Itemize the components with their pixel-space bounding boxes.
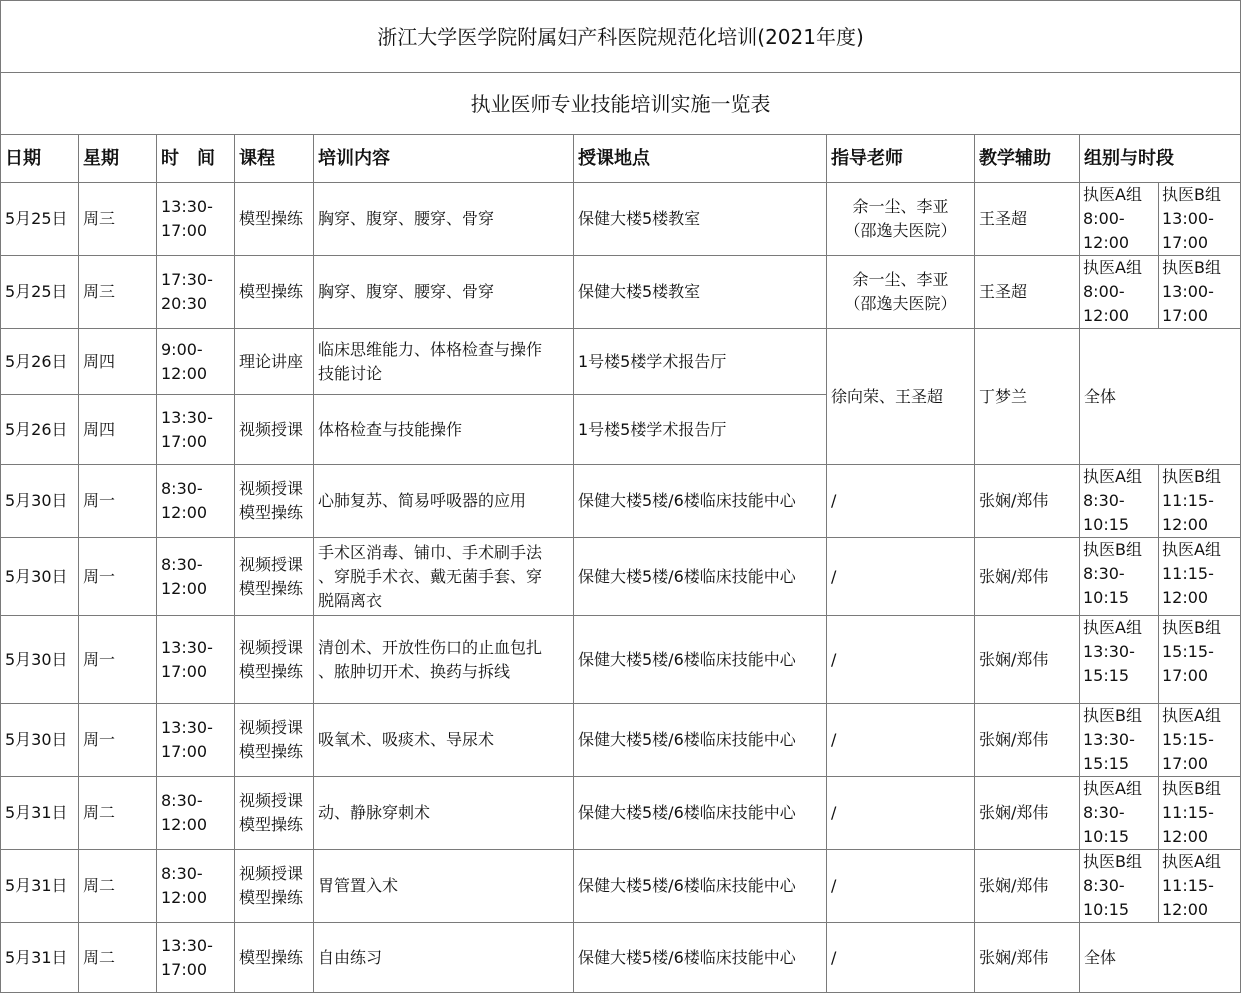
- cell-course: [235, 183, 314, 256]
- line: 13:30-: [1083, 642, 1135, 661]
- cell-teacher: [827, 704, 975, 777]
- line: /: [831, 730, 837, 749]
- cell-course: [235, 616, 314, 704]
- cell-course: [235, 777, 314, 850]
- line: 13:30-: [161, 718, 213, 737]
- cell-date: 5月26日: [1, 329, 79, 395]
- cell-course: [235, 395, 314, 465]
- cell-group: [1080, 704, 1159, 777]
- line: 10:15: [1083, 900, 1130, 919]
- cell-time: [157, 616, 235, 704]
- line: 13:00-: [1162, 209, 1214, 228]
- header-time: 时 间: [157, 135, 235, 183]
- cell-time: [157, 465, 235, 538]
- header-content: 培训内容: [314, 135, 574, 183]
- cell-teacher: [827, 183, 975, 256]
- line: 15:15: [1083, 754, 1130, 773]
- table-row: [1, 183, 1241, 256]
- cell-date: 5月26日: [1, 395, 79, 465]
- cell-date: 5月30日: [1, 465, 79, 538]
- line: 13:00-: [1162, 282, 1214, 301]
- cell-teacher: [827, 256, 975, 329]
- line: 11:15-: [1162, 491, 1214, 510]
- cell-date: 5月31日: [1, 777, 79, 850]
- cell-course: [235, 465, 314, 538]
- cell-content: [314, 923, 574, 993]
- line: 8:30-: [161, 554, 203, 574]
- header-date: 日期: [1, 135, 79, 183]
- cell-location: 1号楼5楼学术报告厅: [574, 329, 827, 395]
- cell-date: 5月25日: [1, 183, 79, 256]
- line: 8:30-: [161, 791, 203, 810]
- cell-teacher: [827, 923, 975, 993]
- cell-group: [1080, 538, 1159, 616]
- line: 11:15-: [1162, 564, 1214, 583]
- line: 执医B组: [1083, 706, 1142, 725]
- table-row: [1, 850, 1241, 923]
- cell-assistant: 张娴/郑伟: [975, 923, 1080, 993]
- line: 11:15-: [1162, 803, 1214, 822]
- cell-assistant: 张娴/郑伟: [975, 465, 1080, 538]
- cell-time: [157, 777, 235, 850]
- cell-assistant: 王圣超: [975, 256, 1080, 329]
- line: 8:30-: [1083, 876, 1125, 895]
- line: 模型操练: [239, 947, 304, 967]
- line: 模型操练: [239, 661, 304, 681]
- line: 视频授课: [239, 791, 304, 810]
- line: 自由练习: [318, 947, 383, 967]
- line: 胃管置入术: [318, 876, 399, 895]
- line: 10:15: [1083, 588, 1130, 607]
- cell-content: [314, 465, 574, 538]
- line: 余一尘、李亚: [852, 270, 949, 289]
- cell-teacher: [827, 538, 975, 616]
- line: /: [831, 803, 837, 822]
- cell-teacher: [827, 465, 975, 538]
- line: /: [831, 649, 837, 669]
- line: 执医A组: [1083, 618, 1142, 637]
- cell-group: [1159, 777, 1241, 850]
- cell-weekday: 周二: [79, 923, 157, 993]
- line: 执医A组: [1083, 185, 1142, 204]
- cell-time: [157, 395, 235, 465]
- cell-location: 保健大楼5楼/6楼临床技能中心: [574, 616, 827, 704]
- line: 徐向荣、王圣超: [831, 386, 944, 406]
- cell-weekday: 周二: [79, 777, 157, 850]
- table-row: [1, 329, 1241, 395]
- line: 12:00: [161, 578, 208, 598]
- line: 13:30-: [161, 197, 213, 216]
- cell-weekday: 周四: [79, 329, 157, 395]
- cell-location: 保健大楼5楼/6楼临床技能中心: [574, 923, 827, 993]
- table-row: [1, 538, 1241, 616]
- cell-group: [1080, 616, 1159, 704]
- cell-location: 保健大楼5楼/6楼临床技能中心: [574, 777, 827, 850]
- line: 吸氧术、吸痰术、导尿术: [318, 730, 495, 749]
- line: 执医B组: [1162, 618, 1221, 637]
- line: 视频授课: [239, 554, 304, 574]
- line: 13:30-: [161, 935, 213, 955]
- cell-location: 保健大楼5楼教室: [574, 183, 827, 256]
- line: 13:30-: [1083, 730, 1135, 749]
- line: 视频授课: [239, 479, 304, 498]
- cell-date: 5月30日: [1, 616, 79, 704]
- cell-content: [314, 538, 574, 616]
- line: 13:30-: [161, 637, 213, 657]
- line: 胸穿、腹穿、腰穿、骨穿: [318, 209, 495, 228]
- cell-location: 1号楼5楼学术报告厅: [574, 395, 827, 465]
- cell-assistant: 张娴/郑伟: [975, 850, 1080, 923]
- line: 、脓肿切开术、换药与拆线: [318, 661, 511, 681]
- line: 11:15-: [1162, 876, 1214, 895]
- line: /: [831, 566, 837, 586]
- line: 8:30-: [1083, 491, 1125, 510]
- line: 执医A组: [1083, 467, 1142, 486]
- cell-group: [1159, 256, 1241, 329]
- line: 12:00: [161, 888, 208, 907]
- line: 模型操练: [239, 209, 304, 228]
- cell-weekday: 周三: [79, 183, 157, 256]
- line: 模型操练: [239, 282, 304, 301]
- line: 视频授课: [239, 718, 304, 737]
- line: 理论讲座: [239, 351, 304, 371]
- line: 12:00: [1162, 900, 1209, 919]
- cell-group: [1159, 616, 1241, 704]
- header-assistant: 教学辅助: [975, 135, 1080, 183]
- cell-group: [1080, 465, 1159, 538]
- line: 17:00: [161, 959, 208, 979]
- line: 体格检查与技能操作: [318, 419, 463, 439]
- cell-group: [1159, 850, 1241, 923]
- header-teacher: 指导老师: [827, 135, 975, 183]
- line: 10:15: [1083, 827, 1130, 846]
- table-row: [1, 777, 1241, 850]
- line: 17:30-: [161, 270, 213, 289]
- line: 视频授课: [239, 864, 304, 883]
- cell-group-all: 全体: [1080, 923, 1241, 993]
- cell-group: [1080, 777, 1159, 850]
- line: 心肺复苏、简易呼吸器的应用: [318, 491, 527, 510]
- line: 15:15-: [1162, 730, 1214, 749]
- cell-course: [235, 256, 314, 329]
- cell-time: [157, 538, 235, 616]
- line: 视频授课: [239, 419, 304, 439]
- cell-date: 5月31日: [1, 850, 79, 923]
- line: 执医A组: [1083, 779, 1142, 798]
- line: 12:00: [1083, 233, 1130, 252]
- line: 12:00: [161, 363, 208, 383]
- cell-content: [314, 616, 574, 704]
- cell-course: [235, 538, 314, 616]
- cell-time: [157, 183, 235, 256]
- line: 执医A组: [1162, 540, 1221, 559]
- line: 模型操练: [239, 578, 304, 598]
- cell-weekday: 周二: [79, 850, 157, 923]
- cell-location: 保健大楼5楼/6楼临床技能中心: [574, 850, 827, 923]
- line: 手术区消毒、铺巾、手术刷手法: [318, 542, 543, 562]
- line: 执医A组: [1162, 706, 1221, 725]
- line: 模型操练: [239, 888, 304, 907]
- line: 清创术、开放性伤口的止血包扎: [318, 637, 543, 657]
- cell-content: [314, 256, 574, 329]
- line: 模型操练: [239, 742, 304, 761]
- line: /: [831, 876, 837, 895]
- line: 17:00: [1162, 233, 1209, 252]
- cell-content: [314, 850, 574, 923]
- cell-content: [314, 704, 574, 777]
- cell-date: 5月30日: [1, 538, 79, 616]
- line: 17:00: [1162, 666, 1209, 685]
- cell-time: [157, 704, 235, 777]
- line: 脱隔离衣: [318, 590, 383, 610]
- doc-title: 浙江大学医学院附属妇产科医院规范化培训(2021年度): [1, 1, 1241, 73]
- cell-assistant: 张娴/郑伟: [975, 704, 1080, 777]
- line: （邵逸夫医院）: [844, 221, 957, 240]
- line: 执医B组: [1162, 779, 1221, 798]
- cell-time: [157, 329, 235, 395]
- cell-teacher: [827, 329, 975, 465]
- cell-group: [1159, 183, 1241, 256]
- line: 动、静脉穿刺术: [318, 803, 431, 822]
- cell-location: 保健大楼5楼/6楼临床技能中心: [574, 465, 827, 538]
- header-course: 课程: [235, 135, 314, 183]
- cell-weekday: 周一: [79, 538, 157, 616]
- cell-group: [1080, 183, 1159, 256]
- cell-teacher: [827, 777, 975, 850]
- cell-content: [314, 395, 574, 465]
- cell-group-all: 全体: [1080, 329, 1241, 465]
- table-row: [1, 704, 1241, 777]
- cell-location: 保健大楼5楼/6楼临床技能中心: [574, 704, 827, 777]
- header-groups: 组别与时段: [1080, 135, 1241, 183]
- line: 模型操练: [239, 503, 304, 522]
- cell-time: [157, 923, 235, 993]
- cell-weekday: 周一: [79, 616, 157, 704]
- cell-group: [1159, 538, 1241, 616]
- line: 视频授课: [239, 637, 304, 657]
- line: 胸穿、腹穿、腰穿、骨穿: [318, 282, 495, 301]
- cell-assistant: 王圣超: [975, 183, 1080, 256]
- cell-assistant: 张娴/郑伟: [975, 616, 1080, 704]
- line: 8:30-: [161, 479, 203, 498]
- cell-content: [314, 777, 574, 850]
- line: 12:00: [1162, 588, 1209, 607]
- table-row: [1, 923, 1241, 993]
- cell-course: [235, 329, 314, 395]
- line: 20:30: [161, 294, 208, 313]
- cell-course: [235, 850, 314, 923]
- line: 8:30-: [1083, 564, 1125, 583]
- cell-assistant: 张娴/郑伟: [975, 538, 1080, 616]
- line: 12:00: [1162, 827, 1209, 846]
- line: /: [831, 947, 837, 967]
- table-row: [1, 616, 1241, 704]
- doc-subtitle: 执业医师专业技能培训实施一览表: [1, 73, 1241, 135]
- cell-weekday: 周三: [79, 256, 157, 329]
- line: 8:30-: [1083, 803, 1125, 822]
- line: 13:30-: [161, 407, 213, 427]
- cell-date: 5月31日: [1, 923, 79, 993]
- cell-content: [314, 183, 574, 256]
- line: 10:15: [1083, 515, 1130, 534]
- cell-location: 保健大楼5楼教室: [574, 256, 827, 329]
- cell-weekday: 周一: [79, 704, 157, 777]
- cell-course: [235, 704, 314, 777]
- cell-weekday: 周四: [79, 395, 157, 465]
- cell-location: 保健大楼5楼/6楼临床技能中心: [574, 538, 827, 616]
- cell-course: [235, 923, 314, 993]
- line: 技能讨论: [318, 363, 383, 383]
- line: 执医B组: [1083, 852, 1142, 871]
- cell-weekday: 周一: [79, 465, 157, 538]
- cell-date: 5月25日: [1, 256, 79, 329]
- header-location: 授课地点: [574, 135, 827, 183]
- line: 执医B组: [1162, 258, 1221, 277]
- line: 17:00: [161, 221, 208, 240]
- line: 17:00: [1162, 754, 1209, 773]
- line: 17:00: [1162, 306, 1209, 325]
- cell-time: [157, 256, 235, 329]
- cell-group: [1159, 704, 1241, 777]
- line: 17:00: [161, 431, 208, 451]
- cell-date: 5月30日: [1, 704, 79, 777]
- cell-assistant: 丁梦兰: [975, 329, 1080, 465]
- line: 12:00: [161, 815, 208, 834]
- line: 执医B组: [1162, 185, 1221, 204]
- line: /: [831, 491, 837, 510]
- cell-group: [1080, 256, 1159, 329]
- line: 17:00: [161, 742, 208, 761]
- line: 8:00-: [1083, 209, 1125, 228]
- line: 15:15: [1083, 666, 1130, 685]
- line: 12:00: [161, 503, 208, 522]
- table-row: [1, 256, 1241, 329]
- line: 临床思维能力、体格检查与操作: [318, 339, 543, 359]
- line: 9:00-: [161, 339, 203, 359]
- line: 12:00: [1083, 306, 1130, 325]
- line: 模型操练: [239, 815, 304, 834]
- line: 余一尘、李亚: [852, 197, 949, 216]
- line: （邵逸夫医院）: [844, 294, 957, 313]
- cell-content: [314, 329, 574, 395]
- cell-teacher: [827, 850, 975, 923]
- line: 执医B组: [1162, 467, 1221, 486]
- table-row: [1, 465, 1241, 538]
- cell-assistant: 张娴/郑伟: [975, 777, 1080, 850]
- cell-group: [1080, 850, 1159, 923]
- line: 12:00: [1162, 515, 1209, 534]
- line: 、穿脱手术衣、戴无菌手套、穿: [318, 566, 543, 586]
- line: 执医A组: [1083, 258, 1142, 277]
- header-weekday: 星期: [79, 135, 157, 183]
- line: 8:30-: [161, 864, 203, 883]
- cell-time: [157, 850, 235, 923]
- line: 8:00-: [1083, 282, 1125, 301]
- line: 15:15-: [1162, 642, 1214, 661]
- cell-group: [1159, 465, 1241, 538]
- line: 执医B组: [1083, 540, 1142, 559]
- cell-teacher: [827, 616, 975, 704]
- line: 执医A组: [1162, 852, 1221, 871]
- line: 17:00: [161, 661, 208, 681]
